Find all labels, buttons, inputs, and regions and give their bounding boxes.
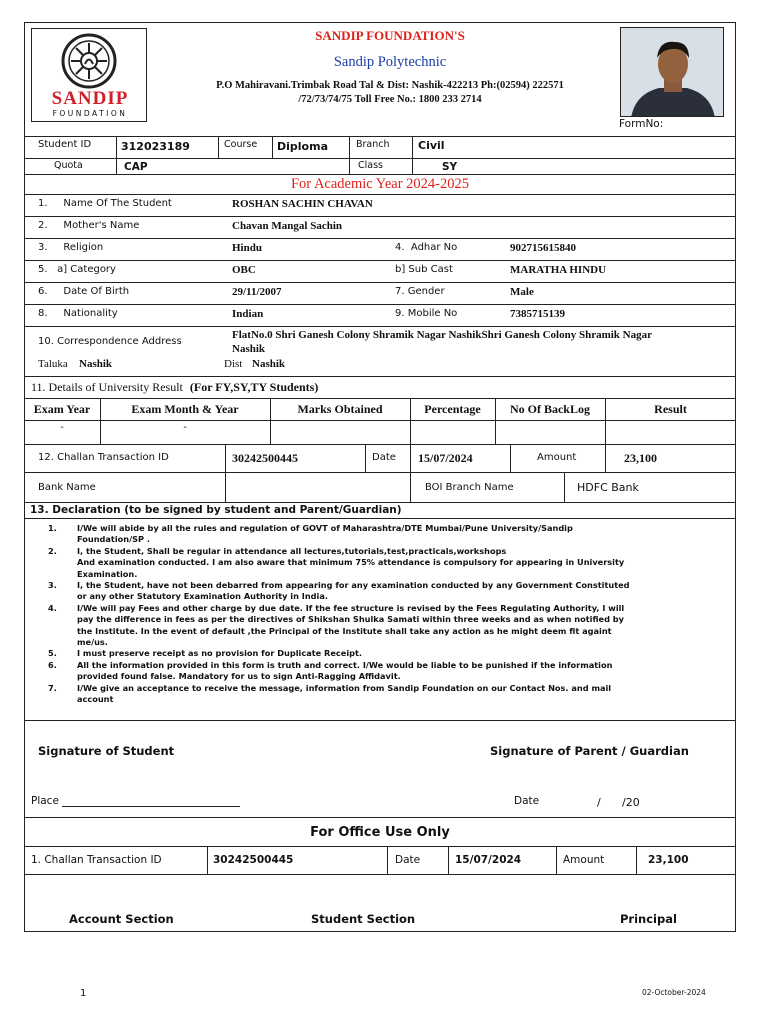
declaration-line: I/We will abide by all the rules and regulation of GOVT of Maharashtra/DTE Mumbai/Pune University/Sandip	[77, 523, 573, 533]
declaration-line: I, the Student, Shall be regular in attendance all lectures,tutorials,test,practicals,workshops	[77, 545, 507, 556]
adhar-value: 902715615840	[510, 242, 576, 254]
mobile-value: 7385715139	[510, 308, 565, 320]
office-use-title: For Office Use Only	[310, 825, 450, 840]
declaration-line: All the information provided in this form is truth and correct. I/We would be liable to be punished if the information	[77, 659, 613, 670]
office-amount-value: 23,100	[648, 854, 689, 866]
declaration-item	[48, 648, 718, 659]
dist-label: Dist	[224, 358, 243, 370]
declaration-item	[48, 546, 718, 580]
challan-label: 12. Challan Transaction ID	[38, 452, 169, 463]
address-label: 10. Correspondence Address	[38, 336, 182, 347]
address-value-line-1: FlatNo.0 Shri Ganesh Colony Shramik Nagar NashikShri Ganesh Colony Shramik Nagar	[232, 329, 653, 341]
subcast-label: b] Sub Cast	[395, 264, 453, 275]
declaration-item-text	[77, 580, 630, 603]
office-amount-label: Amount	[563, 854, 605, 866]
name-value: ROSHAN SACHIN CHAVAN	[232, 198, 373, 210]
bank-name-label: Bank Name	[38, 482, 96, 493]
branch-name-value: HDFC Bank	[577, 481, 639, 494]
form-no-label: FormNo:	[619, 118, 664, 130]
declaration-line: provided found false. Mandatory for us to sign Anti-Ragging Affidavit.	[77, 671, 401, 682]
declaration-line: I/We give an acceptance to receive the message, information from Sandip Foundation on our Contact Nos. and mail	[77, 682, 612, 693]
challan-amount-label: Amount	[537, 452, 577, 463]
declaration-item-number: 3.	[48, 580, 57, 591]
declaration-line: me/us.	[77, 637, 108, 648]
account-section-label: Account Section	[69, 912, 174, 926]
declaration-line: I/We will pay Fees and other charge by due date. If the fee structure is revised by the Fees Regulating Authority, I will	[77, 602, 625, 613]
print-date: 02-October-2024	[642, 988, 706, 997]
declaration-line: Examination.	[77, 568, 138, 579]
declaration-line: the Institute. In the event of default ,the Principal of the Institute shall take any action as he might deem fit againt	[77, 625, 612, 636]
sandip-logo-icon	[54, 33, 124, 89]
dob-label: 6. Date Of Birth	[38, 286, 130, 297]
declaration-line: account	[77, 694, 114, 705]
logo-box	[31, 28, 147, 122]
challan-amount-value: 23,100	[624, 451, 657, 465]
declaration-line: And examination conducted. I am also aware that minimum 75% attendance is compulsory for appearing in University	[77, 557, 625, 568]
office-date-label: Date	[395, 854, 421, 866]
page-number: 1	[80, 988, 87, 999]
taluka-label: Taluka	[38, 358, 68, 370]
declaration-item-number: 5.	[48, 648, 57, 659]
student-photo-image	[621, 28, 724, 117]
challan-id-value: 30242500445	[232, 451, 298, 465]
declaration-item-number: 1.	[48, 523, 57, 533]
uni-header-exam-month: Exam Month & Year	[131, 402, 239, 416]
gender-label: 7. Gender	[395, 286, 445, 297]
course-value: Diploma	[277, 140, 328, 153]
branch-name-label: BOI Branch Name	[425, 482, 514, 493]
academic-year-title: For Academic Year 2024-2025	[290, 176, 469, 192]
org-name: SANDIP FOUNDATION'S	[315, 28, 465, 43]
declaration-line: or any other Statutory Examination Authority in India.	[77, 591, 328, 602]
taluka-value: Nashik	[79, 358, 113, 370]
dist-value: Nashik	[252, 358, 286, 370]
nationality-label: 8. Nationality	[38, 308, 118, 319]
student-section-label: Student Section	[311, 912, 416, 926]
quota-label: Quota	[54, 160, 83, 171]
declaration-list	[48, 523, 718, 706]
declaration-item	[48, 683, 718, 706]
challan-date-value: 15/07/2024	[418, 451, 473, 465]
declaration-item-text	[77, 660, 612, 683]
declaration-item	[48, 580, 718, 603]
declaration-item-text	[77, 603, 624, 649]
course-label: Course	[224, 139, 258, 150]
mother-value: Chavan Mangal Sachin	[232, 220, 343, 232]
declaration-line: I must preserve receipt as no provision for Duplicate Receipt.	[77, 648, 363, 659]
class-label: Class	[358, 160, 383, 171]
branch-label: Branch	[356, 139, 390, 150]
nationality-value: Indian	[232, 308, 264, 320]
uni-header-marks: Marks Obtained	[297, 402, 383, 416]
student-id-label: Student ID	[38, 139, 92, 150]
uni-header-percentage: Percentage	[424, 402, 481, 416]
class-value: SY	[442, 161, 458, 173]
parent-signature-label: Signature of Parent / Guardian	[490, 744, 689, 758]
uni-header-result: Result	[654, 402, 687, 416]
declaration-line: Foundation/SP .	[77, 534, 150, 545]
declaration-item	[48, 660, 718, 683]
institute-name: Sandip Polytechnic	[333, 54, 447, 70]
university-title	[31, 380, 318, 395]
branch-value: Civil	[418, 139, 445, 152]
declaration-item-text	[77, 546, 624, 580]
address-value-line-2: Nashik	[232, 343, 266, 355]
declaration-item-number: 7.	[48, 682, 57, 693]
declaration-item-number: 4.	[48, 602, 57, 613]
category-value: OBC	[232, 264, 256, 276]
sign-date-year: /20	[622, 796, 640, 809]
dob-value: 29/11/2007	[232, 286, 282, 298]
principal-label: Principal	[620, 912, 677, 926]
address-line-2: /72/73/74/75 Toll Free No.: 1800 233 2714	[298, 94, 482, 105]
declaration-item-number: 2.	[48, 545, 57, 556]
declaration-item-text	[77, 523, 573, 546]
place-label: Place	[31, 795, 59, 807]
declaration-item-number: 6.	[48, 659, 57, 670]
declaration-item	[48, 523, 718, 546]
mother-label: 2. Mother's Name	[38, 220, 140, 231]
category-label: 5. a] Category	[38, 264, 116, 275]
quota-value: CAP	[124, 161, 148, 173]
office-challan-label: 1. Challan Transaction ID	[31, 854, 162, 866]
uni-header-exam-year: Exam Year	[33, 402, 91, 416]
religion-value: Hindu	[232, 242, 262, 254]
student-photo	[620, 27, 724, 117]
subcast-value: MARATHA HINDU	[510, 264, 607, 276]
declaration-line: I, the Student, have not been debarred from appearing for any examination conducted by any Government Constituted	[77, 580, 630, 591]
declaration-item-text	[77, 683, 611, 706]
address-line-1: P.O Mahiravani.Trimbak Road Tal & Dist: Nashik-422213 Ph:(02594) 222571	[216, 80, 564, 91]
office-date-value: 15/07/2024	[455, 854, 522, 866]
sign-date-label: Date	[514, 795, 540, 807]
mobile-label: 9. Mobile No	[395, 308, 458, 319]
declaration-item	[48, 603, 718, 649]
name-label: 1. Name Of The Student	[38, 198, 172, 209]
sign-date-slash: /	[597, 796, 601, 809]
declaration-item-text	[77, 648, 362, 659]
logo-subtext: FOUNDATION	[52, 109, 128, 118]
gender-value: Male	[510, 286, 534, 298]
religion-label: 3. Religion	[38, 242, 104, 253]
university-title-text: 11. Details of University Result	[31, 380, 183, 394]
office-challan-id: 30242500445	[213, 854, 294, 866]
declaration-line: pay the difference in fees as per the directives of Shikshan Shulka Samati within three weeks and as when notified by	[77, 614, 624, 625]
uni-header-backlog: No Of BackLog	[509, 402, 590, 416]
student-signature-label: Signature of Student	[38, 744, 175, 758]
student-id-value: 312023189	[121, 140, 190, 153]
challan-date-label: Date	[372, 452, 396, 463]
uni-cell-exam-month: -	[183, 422, 187, 433]
university-title-bold: (For FY,SY,TY Students)	[189, 380, 319, 394]
declaration-title: 13. Declaration (to be signed by student and Parent/Guardian)	[30, 504, 402, 516]
logo-text: SANDIP	[51, 88, 129, 109]
place-input-line	[62, 806, 240, 807]
uni-cell-exam-year: -	[60, 422, 64, 433]
adhar-label: 4. Adhar No	[395, 242, 458, 253]
